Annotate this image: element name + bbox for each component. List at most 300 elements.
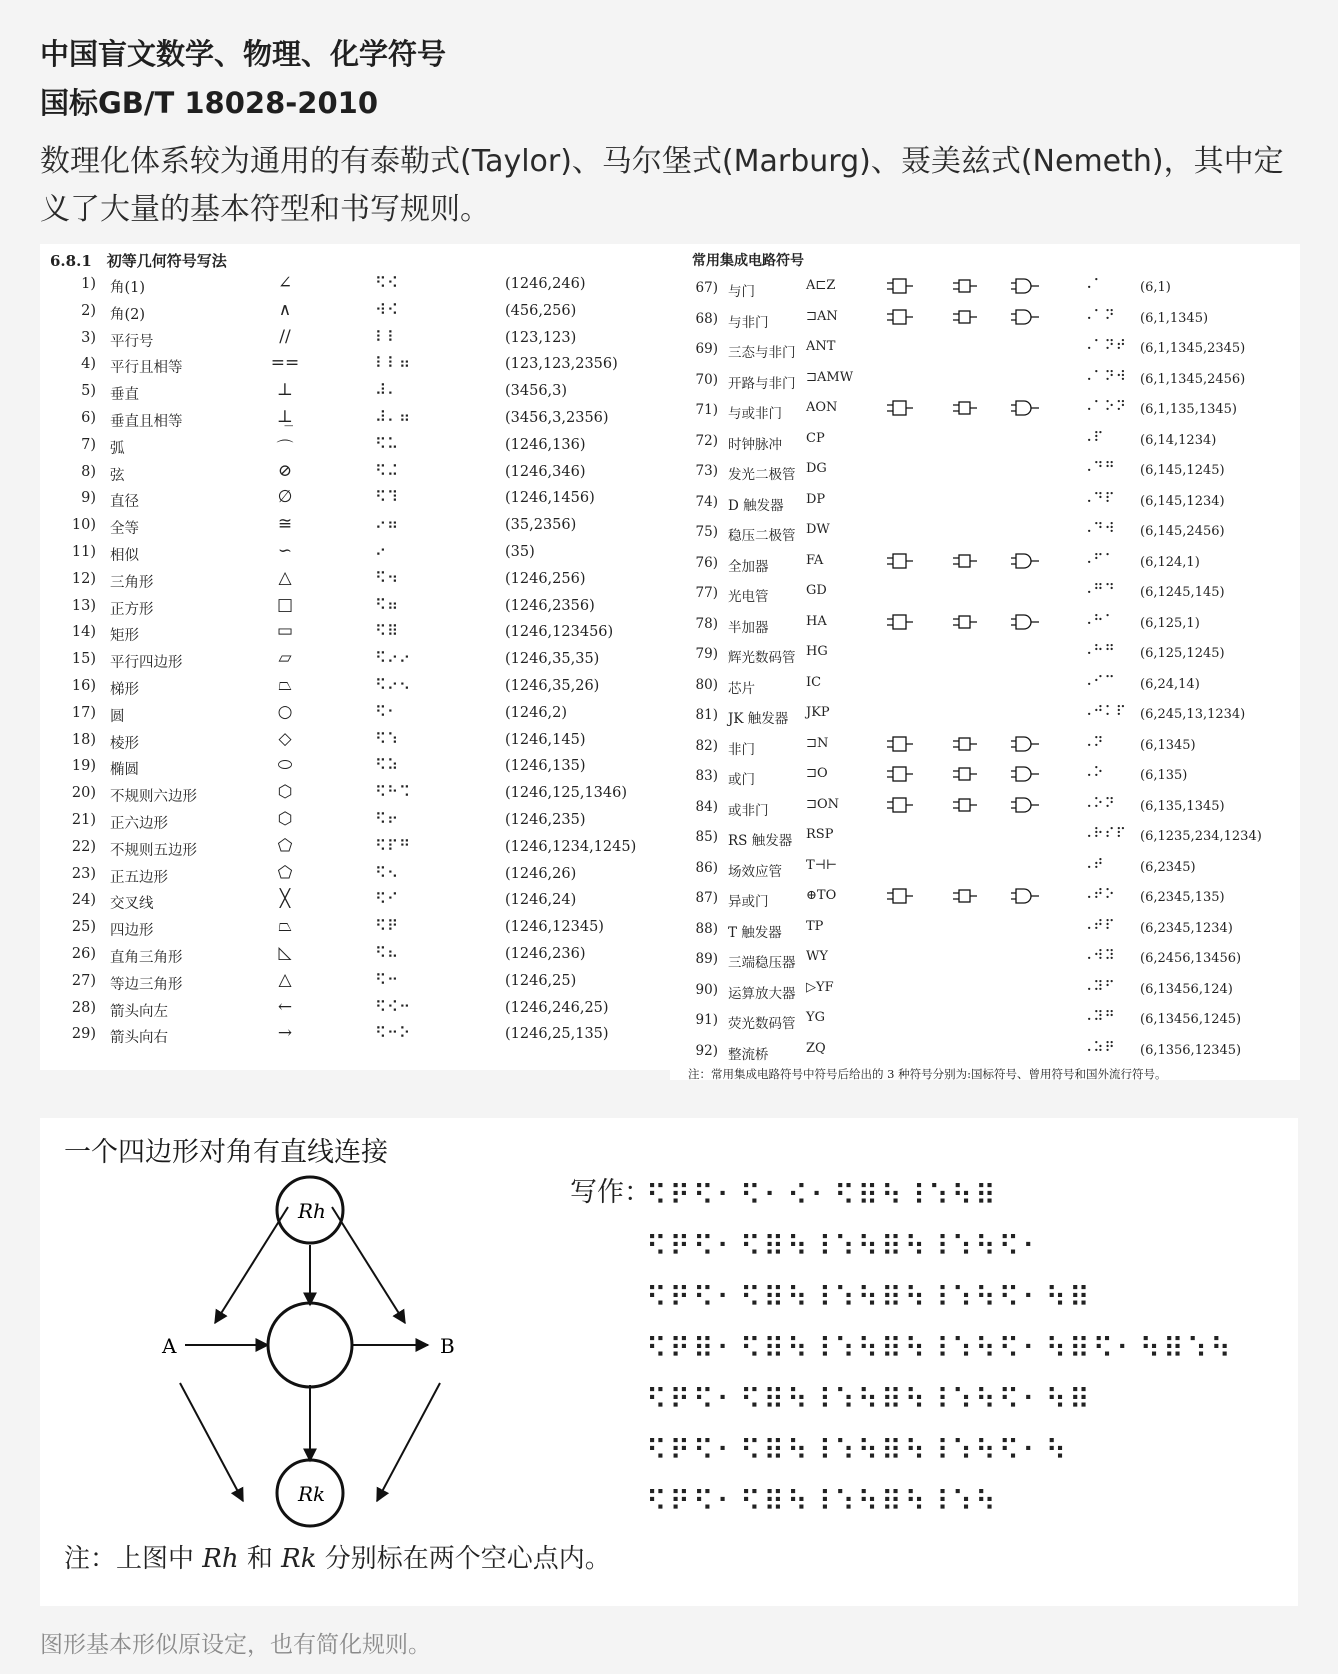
component-name: 光电管 bbox=[728, 589, 769, 605]
circuit-row bbox=[670, 793, 1300, 824]
symbol-glyph: ⌒ bbox=[276, 438, 294, 459]
symbol-glyph: ◇ bbox=[278, 728, 292, 749]
braille-cells: ⠠⠁⠝⠞ bbox=[1082, 338, 1128, 354]
symbol-glyph: ⬡ bbox=[277, 782, 293, 803]
symbol-name: 平行号 bbox=[110, 333, 154, 350]
component-name: 与非门 bbox=[728, 314, 769, 331]
symbol-glyph: □ bbox=[276, 594, 294, 615]
geometry-row bbox=[40, 433, 670, 460]
dot-code: (6,2345,135) bbox=[1140, 890, 1225, 905]
dot-code: (1246,256) bbox=[505, 570, 586, 587]
gate-icon bbox=[950, 399, 980, 417]
dot-code: (123,123) bbox=[505, 329, 577, 346]
component-name: D 触发器 bbox=[728, 497, 784, 514]
logic-gate-icon bbox=[1010, 887, 1040, 905]
component-symbol: ⊐AMW bbox=[806, 369, 854, 385]
symbol-glyph: ▱ bbox=[278, 648, 292, 669]
braille-cells: ⠔⠶ bbox=[375, 515, 399, 534]
symbol-glyph: ⊥̲ bbox=[277, 406, 293, 427]
component-symbol: A⊏Z bbox=[806, 278, 836, 293]
dot-code: (6,2456,13456) bbox=[1140, 951, 1242, 966]
row-number: 6) bbox=[81, 409, 96, 426]
component-symbol: ⊐N bbox=[806, 735, 829, 751]
dot-code: (6,13456,1245) bbox=[1140, 1012, 1242, 1027]
node-b-label: B bbox=[440, 1334, 455, 1358]
braille-line: ⠫⠟⠫⠂⠫⠿⠳⠸⠱⠳⠿⠳⠸⠱⠳⠫⠂⠳ bbox=[646, 1434, 1070, 1467]
symbol-glyph: ◺ bbox=[278, 942, 292, 963]
logic-gate-icon bbox=[950, 796, 980, 814]
braille-block bbox=[646, 1170, 1234, 1527]
symbol-glyph: ⬠ bbox=[277, 835, 293, 856]
row-number: 14) bbox=[71, 624, 96, 641]
circuit-row bbox=[670, 549, 1300, 580]
row-number: 79) bbox=[695, 646, 718, 662]
row-number: 17) bbox=[71, 704, 96, 721]
component-symbol: HA bbox=[806, 613, 827, 629]
braille-cells: ⠠⠝ bbox=[1082, 734, 1105, 751]
row-number: 19) bbox=[71, 758, 96, 775]
row-number: 20) bbox=[71, 785, 96, 802]
logic-gate-icon bbox=[1010, 277, 1040, 295]
gate-icon bbox=[950, 613, 980, 631]
row-number: 12) bbox=[71, 570, 96, 587]
braille-cells: ⠫⠲ bbox=[375, 568, 399, 587]
row-number: 18) bbox=[71, 731, 96, 748]
gate-icon bbox=[1010, 796, 1040, 814]
dot-code: (1246,136) bbox=[505, 436, 586, 453]
symbol-name: 直角三角形 bbox=[110, 949, 183, 966]
title-line-1: 中国盲文数学、物理、化学符号 bbox=[40, 37, 447, 71]
dot-code: (6,1,1345,2345) bbox=[1140, 341, 1246, 356]
braille-cells: ⠇⠇⠶ bbox=[375, 354, 411, 373]
circuit-row bbox=[670, 610, 1300, 641]
symbol-name: 垂直且相等 bbox=[110, 413, 183, 430]
logic-gate-icon bbox=[1010, 613, 1040, 631]
logic-gate-icon bbox=[950, 399, 980, 417]
logic-gate-icon bbox=[950, 308, 980, 326]
braille-line: ⠫⠟⠫⠂⠫⠿⠳⠸⠱⠳⠿⠳⠸⠱⠳ bbox=[646, 1485, 999, 1518]
dot-code: (1246,145) bbox=[505, 731, 586, 748]
braille-cells: ⠺⠪ bbox=[375, 300, 399, 319]
braille-cells: ⠠⠁⠝ bbox=[1082, 307, 1116, 324]
symbol-name: 正方形 bbox=[110, 601, 154, 618]
dot-code: (6,145,2456) bbox=[1140, 524, 1225, 539]
geometry-row bbox=[40, 647, 670, 674]
symbol-name: 不规则五边形 bbox=[110, 842, 197, 859]
braille-cells: ⠫⠦ bbox=[375, 943, 399, 962]
component-name: 三态与非门 bbox=[728, 345, 796, 361]
geometry-row bbox=[40, 406, 670, 433]
circuit-row bbox=[670, 915, 1300, 946]
braille-cells: ⠠⠙⠛ bbox=[1082, 460, 1116, 476]
component-symbol: ▷YF bbox=[806, 979, 834, 995]
braille-cells: ⠠⠙⠏ bbox=[1082, 490, 1116, 507]
dot-code: (6,14,1234) bbox=[1140, 432, 1217, 448]
dot-code: (1246,1456) bbox=[505, 490, 595, 507]
logic-gate-icon bbox=[1010, 399, 1040, 417]
braille-cells: ⠠⠙⠺ bbox=[1082, 521, 1116, 537]
row-number: 24) bbox=[71, 892, 96, 909]
component-name: 场效应管 bbox=[728, 863, 782, 880]
circuit-row bbox=[670, 854, 1300, 885]
gate-icon bbox=[885, 735, 915, 753]
row-number: 9) bbox=[81, 490, 96, 507]
braille-cells: ⠠⠺⠽ bbox=[1082, 948, 1116, 964]
braille-cells: ⠫⠬ bbox=[375, 461, 399, 480]
dot-code: (1246,235) bbox=[505, 811, 586, 828]
edge-b-bottom bbox=[377, 1383, 440, 1501]
symbol-name: 垂直 bbox=[110, 387, 139, 404]
node-a-label: A bbox=[162, 1334, 177, 1358]
row-number: 81) bbox=[695, 707, 718, 723]
row-number: 27) bbox=[71, 972, 96, 989]
symbol-name: 四边形 bbox=[110, 923, 154, 940]
logic-gate-icon bbox=[950, 735, 980, 753]
symbol-glyph: ⬭ bbox=[277, 755, 293, 776]
component-name: 发光二极管 bbox=[728, 467, 796, 483]
row-number: 2) bbox=[81, 302, 96, 319]
component-name: 与门 bbox=[728, 284, 755, 300]
component-symbol: ⊐ON bbox=[806, 796, 840, 812]
circuit-row bbox=[670, 366, 1300, 397]
geometry-row bbox=[40, 674, 670, 701]
braille-cells: ⠠⠕⠝ bbox=[1082, 795, 1116, 812]
geometry-row bbox=[40, 567, 670, 594]
dot-code: (6,1) bbox=[1140, 280, 1171, 295]
dot-code: (1246,346) bbox=[505, 463, 586, 480]
geometry-symbols-panel bbox=[40, 244, 670, 1070]
component-name: 或门 bbox=[728, 772, 755, 788]
geometry-row bbox=[40, 862, 670, 889]
component-name: 整流桥 bbox=[728, 1046, 769, 1063]
logic-gate-icon bbox=[885, 613, 915, 631]
logic-gate-icon bbox=[950, 277, 980, 295]
symbol-glyph: ∽ bbox=[277, 540, 293, 561]
geometry-row bbox=[40, 835, 670, 862]
row-number: 83) bbox=[695, 768, 718, 784]
dot-code: (456,256) bbox=[505, 302, 577, 319]
row-number: 68) bbox=[695, 310, 718, 327]
logic-gate-icon bbox=[950, 613, 980, 631]
geometry-row bbox=[40, 486, 670, 513]
circuit-row bbox=[670, 1037, 1300, 1068]
circuit-symbols-panel bbox=[670, 244, 1300, 1080]
symbol-glyph: ∠ bbox=[277, 273, 293, 293]
row-number: 21) bbox=[71, 811, 96, 828]
circuit-row bbox=[670, 671, 1300, 702]
node-center-circle bbox=[268, 1303, 352, 1387]
note-rk: Rk bbox=[281, 1544, 317, 1574]
dot-code: (1246,246,25) bbox=[505, 999, 609, 1016]
symbol-name: 三角形 bbox=[110, 574, 154, 591]
braille-line: ⠫⠟⠫⠂⠫⠿⠳⠸⠱⠳⠿⠳⠸⠱⠳⠫⠂⠳⠿ bbox=[646, 1281, 1093, 1314]
braille-cells: ⠠⠁⠕⠝ bbox=[1082, 399, 1128, 415]
braille-cells: ⠫⠪⠒ bbox=[375, 997, 411, 1016]
dot-code: (1246,135) bbox=[505, 758, 586, 775]
braille-cells: ⠫⠢ bbox=[375, 863, 399, 882]
symbol-glyph: ⏢ bbox=[278, 916, 292, 937]
symbol-name: 棱形 bbox=[110, 735, 139, 752]
component-symbol: IC bbox=[806, 674, 822, 690]
circuit-row bbox=[670, 732, 1300, 763]
component-name: JK 触发器 bbox=[728, 711, 789, 727]
dot-code: (1246,25,135) bbox=[505, 1026, 609, 1043]
braille-cells: ⠫⠵ bbox=[375, 756, 399, 775]
row-number: 78) bbox=[695, 615, 718, 632]
geometry-row bbox=[40, 272, 670, 299]
row-number: 1) bbox=[81, 276, 96, 292]
component-symbol: GD bbox=[806, 583, 827, 598]
dot-code: (6,124,1) bbox=[1140, 554, 1200, 570]
braille-cells: ⠠⠁ bbox=[1082, 277, 1105, 293]
dot-code: (1246,2356) bbox=[505, 597, 595, 614]
geometry-row bbox=[40, 888, 670, 915]
note-rh: Rh bbox=[202, 1544, 239, 1574]
circuit-row bbox=[670, 274, 1300, 305]
row-number: 7) bbox=[81, 436, 96, 453]
row-number: 86) bbox=[695, 859, 718, 876]
component-symbol: ZQ bbox=[806, 1040, 826, 1056]
braille-cells: ⠇⠇ bbox=[375, 327, 399, 346]
write-label: 写作： bbox=[570, 1177, 651, 1208]
row-number: 16) bbox=[71, 677, 96, 694]
braille-cells: ⠫⠹ bbox=[375, 488, 399, 507]
braille-cells: ⠠⠓⠁ bbox=[1082, 612, 1116, 629]
symbol-glyph: // bbox=[279, 326, 291, 347]
symbol-name: 等边三角形 bbox=[110, 976, 183, 993]
dot-code: (123,123,2356) bbox=[505, 356, 618, 373]
geometry-row bbox=[40, 996, 670, 1023]
gate-icon bbox=[950, 308, 980, 326]
gate-icon bbox=[1010, 613, 1040, 631]
symbol-glyph: → bbox=[277, 1023, 293, 1044]
row-number: 29) bbox=[71, 1026, 96, 1043]
edge-a-bottom bbox=[180, 1383, 243, 1501]
row-number: 82) bbox=[695, 737, 718, 754]
braille-cells: ⠠⠕ bbox=[1082, 765, 1105, 781]
description: 数理化体系较为通用的有泰勒式(Taylor)、马尔堡式(Marburg)、聂美兹式(Nemeth)，其中定义了大量的基本符型和书写规则。 bbox=[40, 144, 1284, 227]
component-name: 半加器 bbox=[728, 619, 769, 636]
row-number: 67) bbox=[695, 280, 718, 296]
dot-code: (6,1,1345,2456) bbox=[1140, 371, 1246, 387]
row-number: 71) bbox=[695, 402, 718, 418]
braille-cells: ⠠⠵⠟ bbox=[1082, 1039, 1116, 1056]
row-number: 23) bbox=[71, 865, 96, 882]
braille-cells: ⠠⠛⠙ bbox=[1082, 582, 1116, 598]
component-symbol: ⊐AN bbox=[806, 308, 838, 324]
row-number: 13) bbox=[71, 597, 96, 614]
logic-gate-icon bbox=[950, 887, 980, 905]
row-number: 87) bbox=[695, 890, 718, 906]
gate-icon bbox=[885, 887, 915, 905]
braille-cells: ⠫⠒⠕ bbox=[375, 1024, 411, 1043]
dot-code: (1246,12345) bbox=[505, 919, 604, 936]
geometry-row bbox=[40, 352, 670, 379]
component-name: T 触发器 bbox=[728, 924, 782, 941]
symbol-name: 角(1) bbox=[110, 280, 146, 296]
geometry-row bbox=[40, 969, 670, 996]
component-symbol: WY bbox=[806, 949, 828, 964]
geometry-row bbox=[40, 1022, 670, 1049]
braille-cells: ⠫⠶ bbox=[375, 595, 399, 614]
gate-icon bbox=[1010, 765, 1040, 783]
braille-cells: ⠠⠋⠁ bbox=[1082, 551, 1116, 568]
symbol-name: 相似 bbox=[110, 547, 139, 564]
gate-icon bbox=[950, 887, 980, 905]
geometry-row bbox=[40, 808, 670, 835]
symbol-glyph: ⊥ bbox=[277, 380, 293, 401]
dot-code: (1246,246) bbox=[505, 276, 586, 292]
braille-cells: ⠫⠏⠛ bbox=[375, 836, 411, 855]
symbol-name: 弧 bbox=[110, 440, 125, 457]
logic-gate-icon bbox=[885, 796, 915, 814]
logic-gate-icon bbox=[885, 887, 915, 905]
note-prefix: 注：上图中 bbox=[64, 1544, 195, 1574]
node-rh-label: Rh bbox=[298, 1199, 326, 1223]
dot-code: (6,2345,1234) bbox=[1140, 920, 1233, 936]
row-number: 5) bbox=[81, 383, 96, 400]
symbol-glyph: △ bbox=[278, 567, 292, 588]
component-symbol: HG bbox=[806, 644, 828, 659]
component-name: RS 触发器 bbox=[728, 833, 793, 849]
note-suffix: 分别标在两个空心点内。 bbox=[324, 1544, 611, 1574]
gate-icon bbox=[950, 796, 980, 814]
gate-icon bbox=[885, 552, 915, 570]
braille-cells: ⠫⠓⠩ bbox=[375, 783, 411, 802]
circuit-row bbox=[670, 701, 1300, 732]
dot-code: (6,13456,124) bbox=[1140, 981, 1233, 997]
dot-code: (1246,123456) bbox=[505, 624, 614, 641]
dot-code: (6,125,1) bbox=[1140, 615, 1200, 631]
geometry-row bbox=[40, 754, 670, 781]
gate-icon bbox=[885, 308, 915, 326]
geometry-row bbox=[40, 620, 670, 647]
symbol-glyph: ∅ bbox=[277, 487, 293, 508]
symbol-name: 平行四边形 bbox=[110, 655, 183, 672]
row-number: 75) bbox=[695, 524, 718, 540]
row-number: 8) bbox=[81, 463, 96, 480]
component-name: 辉光数码管 bbox=[728, 650, 796, 666]
circuit-row bbox=[670, 823, 1300, 854]
symbol-name: 角(2) bbox=[110, 306, 146, 323]
diagram-edges bbox=[180, 1177, 440, 1526]
geometry-rows bbox=[40, 272, 670, 1049]
symbol-name: 椭圆 bbox=[110, 762, 139, 779]
logic-gate-icon bbox=[885, 308, 915, 326]
quadrilateral-diagram bbox=[140, 1173, 500, 1533]
braille-cells: ⠠⠞⠏ bbox=[1082, 917, 1116, 934]
component-name: 或非门 bbox=[728, 802, 769, 819]
symbol-name: 箭头向左 bbox=[110, 1003, 168, 1020]
gate-icon bbox=[950, 735, 980, 753]
dot-code: (35) bbox=[505, 543, 535, 560]
gate-icon bbox=[885, 399, 915, 417]
gate-icon bbox=[950, 552, 980, 570]
symbol-name: 平行且相等 bbox=[110, 360, 183, 377]
logic-gate-icon bbox=[1010, 552, 1040, 570]
component-name: 荧光数码管 bbox=[728, 1016, 796, 1032]
circuit-row bbox=[670, 335, 1300, 366]
symbol-glyph: ╳ bbox=[279, 889, 291, 910]
logic-gate-icon bbox=[950, 552, 980, 570]
row-number: 90) bbox=[695, 981, 718, 998]
braille-cells: ⠠⠞⠕ bbox=[1082, 887, 1116, 903]
row-number: 73) bbox=[695, 463, 718, 479]
gate-icon bbox=[885, 277, 915, 295]
component-name: 时钟脉冲 bbox=[728, 436, 782, 453]
circuit-row bbox=[670, 976, 1300, 1007]
symbol-glyph: ∧ bbox=[278, 299, 292, 320]
gate-icon bbox=[1010, 277, 1040, 295]
row-number: 88) bbox=[695, 920, 718, 937]
braille-cells: ⠫⠒ bbox=[375, 970, 399, 989]
braille-line: ⠫⠟⠿⠂⠫⠿⠳⠸⠱⠳⠿⠳⠸⠱⠳⠫⠂⠳⠿⠫⠂⠳⠿⠱⠳ bbox=[646, 1332, 1234, 1365]
dot-code: (3456,3) bbox=[505, 383, 568, 400]
row-number: 74) bbox=[695, 493, 718, 510]
row-number: 11) bbox=[71, 543, 96, 560]
braille-cells: ⠼⠄⠶ bbox=[375, 407, 411, 426]
component-symbol: JKP bbox=[806, 705, 830, 720]
logic-gate-icon bbox=[885, 765, 915, 783]
component-name: 稳压二极管 bbox=[728, 528, 796, 544]
circuit-row bbox=[670, 579, 1300, 610]
geometry-row bbox=[40, 513, 670, 540]
component-symbol: ⊐O bbox=[806, 766, 828, 781]
braille-cells: ⠠⠽⠋ bbox=[1082, 978, 1116, 995]
symbol-name: 矩形 bbox=[110, 628, 139, 645]
circuit-row bbox=[670, 488, 1300, 519]
braille-cells: ⠫⠪ bbox=[375, 274, 399, 292]
row-number: 10) bbox=[71, 517, 96, 534]
component-name: 三端稳压器 bbox=[728, 955, 796, 971]
logic-gate-icon bbox=[950, 765, 980, 783]
dot-code: (1246,26) bbox=[505, 865, 577, 882]
component-symbol: DG bbox=[806, 461, 827, 476]
row-number: 91) bbox=[695, 1012, 718, 1028]
component-symbol: FA bbox=[806, 552, 824, 568]
braille-cells: ⠔ bbox=[375, 541, 387, 560]
symbol-name: 交叉线 bbox=[110, 896, 154, 913]
row-number: 15) bbox=[71, 651, 96, 668]
dot-code: (6,2345) bbox=[1140, 859, 1196, 875]
row-number: 22) bbox=[71, 838, 96, 855]
gate-icon bbox=[1010, 552, 1040, 570]
row-number: 84) bbox=[695, 798, 718, 815]
component-name: 全加器 bbox=[728, 558, 769, 575]
dot-code: (6,1345) bbox=[1140, 737, 1196, 753]
circuit-row bbox=[670, 518, 1300, 549]
symbol-glyph: ← bbox=[277, 996, 293, 1017]
dot-code: (6,135) bbox=[1140, 768, 1188, 783]
row-number: 26) bbox=[71, 945, 96, 962]
braille-cells: ⠠⠏ bbox=[1082, 429, 1105, 446]
geometry-row bbox=[40, 326, 670, 353]
symbol-glyph: ▭ bbox=[276, 621, 294, 642]
symbol-name: 正五边形 bbox=[110, 869, 168, 886]
geometry-section-title: 6.8.1 初等几何符号写法 bbox=[50, 252, 227, 270]
geometry-row bbox=[40, 915, 670, 942]
component-symbol: DW bbox=[806, 522, 830, 537]
geometry-row bbox=[40, 540, 670, 567]
symbol-name: 直径 bbox=[110, 494, 139, 511]
braille-cells: ⠫⠱ bbox=[375, 729, 399, 748]
gate-icon bbox=[885, 765, 915, 783]
dot-code: (1246,25) bbox=[505, 972, 577, 989]
header bbox=[40, 30, 1300, 234]
row-number: 25) bbox=[71, 919, 96, 936]
logic-gate-icon bbox=[885, 552, 915, 570]
gate-icon bbox=[950, 277, 980, 295]
